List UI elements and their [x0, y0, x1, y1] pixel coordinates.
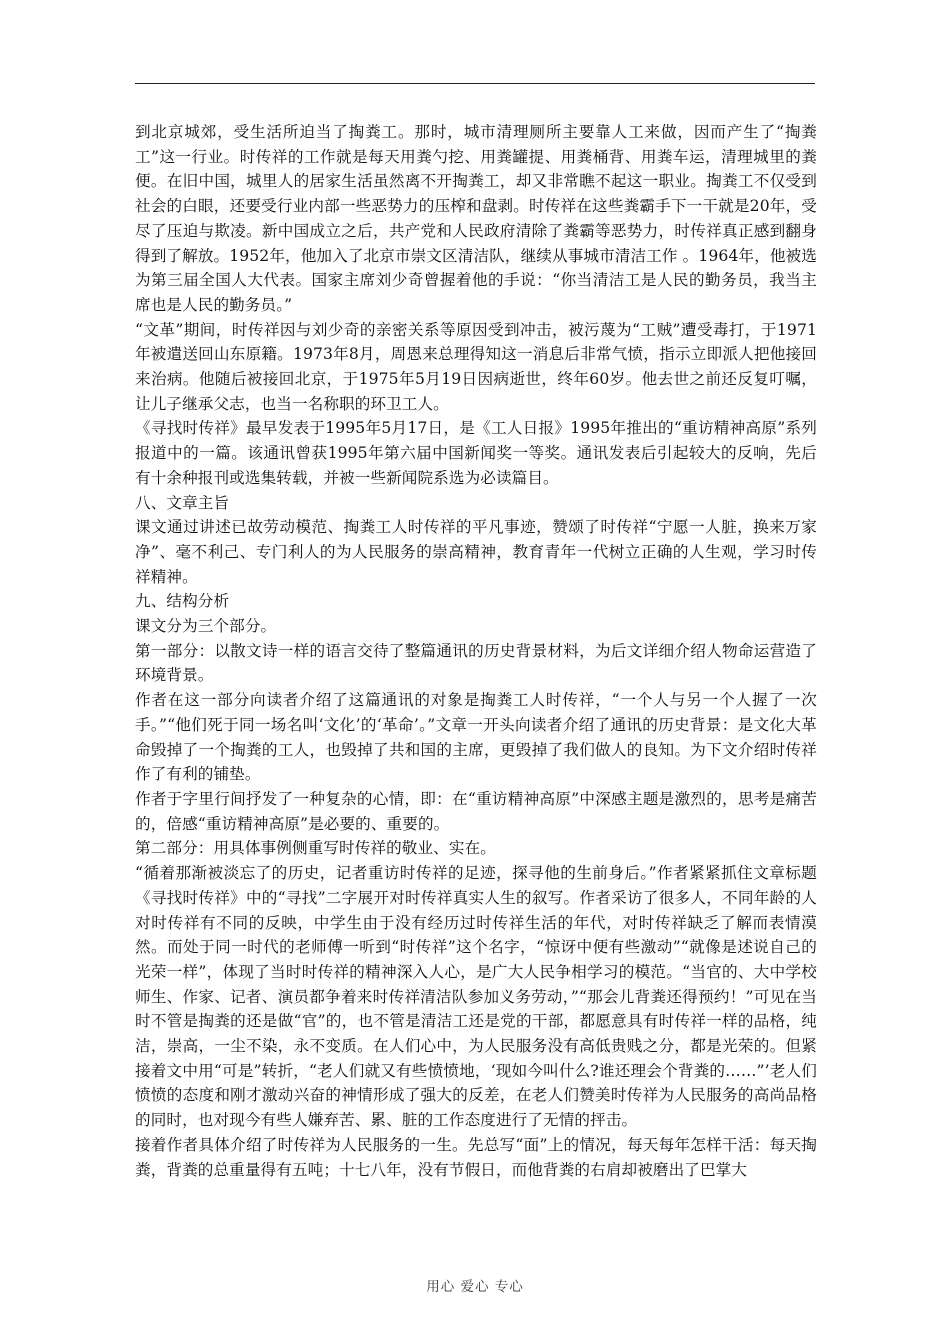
paragraph-structure-intro: 课文分为三个部分。: [135, 617, 277, 636]
header-rule: [135, 83, 815, 84]
paragraph-cultural-revolution: “文革”期间，时传祥因与刘少奇的亲密关系等原因受到冲击，被污蔑为“工贼”遭受毒打，于1971年被遣送回山东原籍。1973年8月，周恩来总理得知这一消息后非常气愤，指示立即派人把他接回来治病。他随后被接回北京，于1975年5月19日因病逝世，终年60岁。他去世之前还反复叮嘱，让儿子继承父志，也当一名称职的环卫工人。: [135, 320, 817, 413]
section-heading-theme: 八、文章主旨: [135, 493, 230, 512]
paragraph-part-two: 第二部分：用具体事例侧重写时传祥的敬业、实在。: [135, 839, 496, 858]
paragraph-part-one-detail: 作者在这一部分向读者介绍了这篇通讯的对象是掏粪工人时传祥，“一个人与另一个人握了一次手。”“他们死于同一场名叫‘文化’的‘革命’。”文章一开头向读者介绍了通讯的历史背景：是文化大革命毁掉了一个掏粪的工人，也毁掉了共和国的主席，更毁掉了我们做人的良知。为下文介绍时传祥作了有利的铺垫。: [135, 691, 817, 784]
body-text: [135, 120, 817, 1182]
paragraph-publication: 《寻找时传祥》最早发表于1995年5月17日，是《工人日报》1995年推出的“重访精神高原”系列报道中的一篇。该通讯曾获1995年第六届中国新闻奖一等奖。通讯发表后引起较大的反响，先后有十余种报刊或选集转载，并被一些新闻院系选为必读篇目。: [135, 419, 817, 487]
paragraph-part-two-life: 接着作者具体介绍了时传祥为人民服务的一生。先总写“面”上的情况，每天每年怎样干活：每天掏粪，背粪的总重量得有五吨；十七八年，没有节假日，而他背粪的右肩却被磨出了巴掌大: [135, 1135, 817, 1179]
paragraph-part-one: 第一部分：以散文诗一样的语言交待了整篇通讯的历史背景材料，为后文详细介绍人物命运营造了环境背景。: [135, 641, 817, 685]
section-heading-structure: 九、结构分析: [135, 592, 230, 611]
paragraph-part-one-feeling: 作者于字里行间抒发了一种复杂的心情，即：在“重访精神高原”中深感主题是激烈的，思考是痛苦的，倍感“重访精神高原”是必要的、重要的。: [135, 789, 817, 833]
paragraph-theme: 课文通过讲述已故劳动模范、掏粪工人时传祥的平凡事迹，赞颂了时传祥“宁愿一人脏，换来万家净”、毫不利己、专门利人的为人民服务的崇高精神，教育青年一代树立正确的人生观，学习时传祥精神。: [135, 518, 817, 586]
paragraph-part-two-detail: “循着那渐被淡忘了的历史，记者重访时传祥的足迹，探寻他的生前身后。”作者紧紧抓住文章标题《寻找时传祥》中的“寻找”二字展开对时传祥真实人生的叙写。作者采访了很多人，不同年龄的人对时传祥有不同的反映，中学生由于没有经历过时传祥生活的年代，对时传祥缺乏了解而表情漠然。而处于同一时代的老师傅一听到“时传祥”这个名字，“惊讶中便有些激动”“就像是述说自己的光荣一样”，体现了当时时传祥的精神深入人心，是广大人民争相学习的模范。“当官的、大中学校师生、作家、记者、演员都争着来时传祥清洁队参加义务劳动，”“那会儿背粪还得预约！”可见在当时不管是掏粪的还是做“官”的，也不管是清洁工还是党的干部，都愿意具有时传祥一样的品格，纯洁，崇高，一尘不染，永不变质。在人们心中，为人民服务没有高低贵贱之分，都是光荣的。但紧接着文中用“可是”转折，“老人们就又有些愤愤地，‘现如今叫什么?谁还理会个背粪的……”’老人们愤愤的态度和刚才激动兴奋的神情形成了强大的反差，在老人们赞美时传祥为人民服务的高尚品格的同时，也对现今有些人嫌弃苦、累、脏的工作态度进行了无情的抨击。: [135, 864, 817, 1130]
page-footer: 用心 爱心 专心: [426, 1279, 524, 1295]
paragraph-biography: 到北京城郊，受生活所迫当了掏粪工。那时，城市清理厕所主要靠人工来做，因而产生了“掏粪工”这一行业。时传祥的工作就是每天用粪勺挖、用粪罐提、用粪桶背、用粪车运，清理城里的粪便。在旧中国，城里人的居家生活虽然离不开掏粪工，却又非常瞧不起这一职业。掏粪工不仅受到社会的白眼，还要受行业内部一些恶势力的压榨和盘剥。时传祥在这些粪霸手下一干就是20年，受尽了压迫与欺凌。新中国成立之后，共产党和人民政府清除了粪霸等恶势力，时传祥真正感到翻身得到了解放。1952年，他加入了北京市崇文区清洁队，继续从事城市清洁工作 。1964年，他被选为第三届全国人大代表。国家主席刘少奇曾握着他的手说：“你当清洁工是人民的勤务员，我当主席也是人民的勤务员。”: [135, 123, 817, 314]
